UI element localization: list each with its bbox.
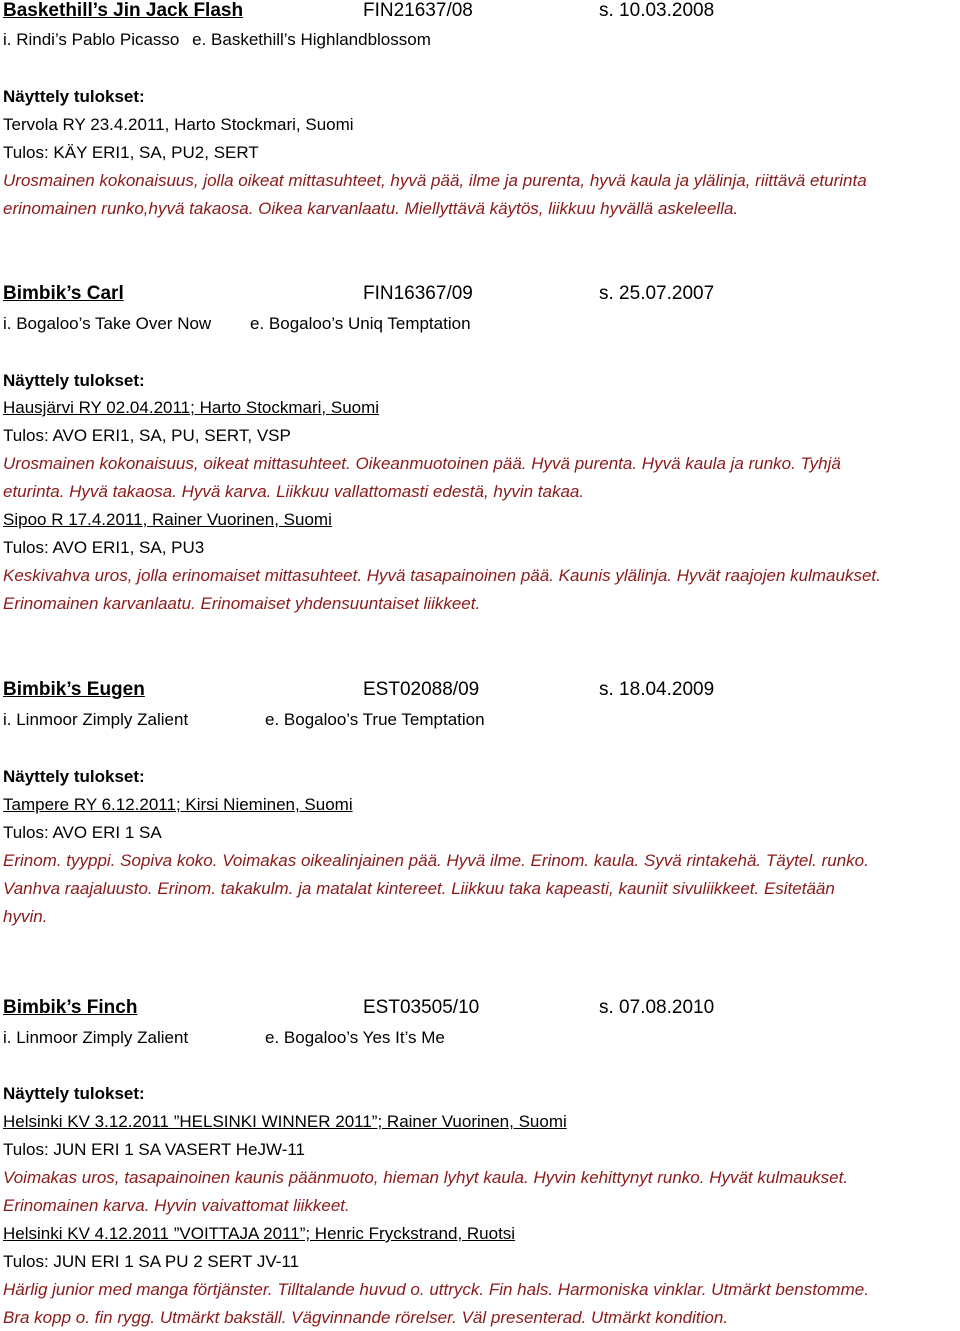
parents-line (3, 29, 431, 51)
dog-name: Bimbik’s Finch (3, 997, 138, 1018)
show-critique: erinomainen runko,hyvä takaosa. Oikea karvanlaatu. Miellyttävä käytös, liikkuu hyvällä askeleella. (3, 199, 739, 218)
birth-date: s. 07.08.2010 (599, 997, 715, 1018)
registration-number: EST03505/10 (363, 997, 480, 1018)
show-critique: hyvin. (3, 907, 48, 926)
show-critique: Erinomainen karvanlaatu. Erinomaiset yhdensuuntaiset liikkeet. (3, 594, 481, 613)
sire: i. Linmoor Zimply Zalient (3, 710, 189, 729)
registration-number: EST02088/09 (363, 679, 480, 700)
show-critique: Bra kopp o. fin rygg. Utmärkt bakställ. Vägvinnande rörelser. Väl presenterad. Utmärkt kondition. (3, 1308, 729, 1327)
dam: e. Bogaloo’s True Temptation (265, 710, 485, 729)
parents-line (3, 313, 471, 335)
dog-name: Bimbik’s Eugen (3, 679, 145, 700)
parents-line (3, 709, 485, 731)
show-result: Tulos: JUN ERI 1 SA VASERT HeJW-11 (3, 1140, 306, 1159)
show-result: Tulos: KÄY ERI1, SA, PU2, SERT (3, 143, 259, 162)
show-result: Tulos: AVO ERI1, SA, PU3 (3, 538, 205, 557)
dam: e. Bogaloo’s Uniq Temptation (250, 314, 471, 333)
sire: i. Linmoor Zimply Zalient (3, 1028, 189, 1047)
dog-header (3, 0, 715, 22)
show-event: Tervola RY 23.4.2011, Harto Stockmari, Suomi (3, 115, 354, 134)
show-critique: Vanhva raajaluusto. Erinom. takakulm. ja matalat kintereet. Liikkuu taka kapeasti, kauniit sivuliikkeet. Esitetään (3, 879, 835, 898)
show-result: Tulos: JUN ERI 1 SA PU 2 SERT JV-11 (3, 1252, 300, 1271)
dog-name: Baskethill’s Jin Jack Flash (3, 0, 244, 21)
show-critique: Urosmainen kokonaisuus, jolla oikeat mittasuhteet, hyvä pää, ilme ja purenta, hyvä kaula ja ylälinja, riittävä eturinta (3, 171, 867, 190)
dam: e. Bogaloo’s Yes It’s Me (265, 1028, 445, 1047)
sire: i. Bogaloo’s Take Over Now (3, 314, 212, 333)
show-event: Hausjärvi RY 02.04.2011; Harto Stockmari, Suomi (3, 398, 380, 417)
dog-header (3, 997, 715, 1019)
show-critique: Voimakas uros, tasapainoinen kaunis päänmuoto, hieman lyhyt kaula. Hyvin kehittynyt runko. Hyvät kulmaukset. (3, 1168, 849, 1187)
show-event: Sipoo R 17.4.2011, Rainer Vuorinen, Suomi (3, 510, 332, 529)
show-critique: Erinomainen karva. Hyvin vaivattomat liikkeet. (3, 1196, 350, 1215)
show-critique: eturinta. Hyvä takaosa. Hyvä karva. Liikkuu vallattomasti edestä, hyvin takaa. (3, 482, 585, 501)
show-critique: Erinom. tyyppi. Sopiva koko. Voimakas oikealinjainen pää. Hyvä ilme. Erinom. kaula. Syvä rintakehä. Täytel. runko. (3, 851, 869, 870)
show-result: Tulos: AVO ERI 1 SA (3, 823, 162, 842)
show-event: Tampere RY 6.12.2011; Kirsi Nieminen, Suomi (3, 795, 353, 814)
show-event: Helsinki KV 4.12.2011 ”VOITTAJA 2011”; Henric Fryckstrand, Ruotsi (3, 1224, 516, 1243)
registration-number: FIN16367/09 (363, 283, 473, 304)
results-heading: Näyttely tulokset: (3, 1084, 145, 1103)
parents-line (3, 1027, 445, 1049)
show-critique: Urosmainen kokonaisuus, oikeat mittasuhteet. Oikeanmuotoinen pää. Hyvä purenta. Hyvä kaula ja runko. Tyhjä (3, 454, 841, 473)
dog-header (3, 283, 715, 305)
results-heading: Näyttely tulokset: (3, 87, 145, 106)
results-heading: Näyttely tulokset: (3, 371, 145, 390)
dog-name: Bimbik’s Carl (3, 283, 124, 304)
birth-date: s. 18.04.2009 (599, 679, 715, 700)
results-heading: Näyttely tulokset: (3, 767, 145, 786)
show-critique: Keskivahva uros, jolla erinomaiset mittasuhteet. Hyvä tasapainoinen pää. Kaunis ylälinja. Hyvät raajojen kulmaukset. (3, 566, 881, 585)
show-event: Helsinki KV 3.12.2011 ”HELSINKI WINNER 2011”; Rainer Vuorinen, Suomi (3, 1112, 567, 1131)
birth-date: s. 10.03.2008 (599, 0, 715, 21)
dam: e. Baskethill’s Highlandblossom (192, 30, 431, 49)
birth-date: s. 25.07.2007 (599, 283, 715, 304)
show-critique: Härlig junior med manga förtjänster. Tilltalande huvud o. uttryck. Fin hals. Harmoniska vinklar. Utmärkt benstomme. (3, 1280, 869, 1299)
show-result: Tulos: AVO ERI1, SA, PU, SERT, VSP (3, 426, 291, 445)
dog-header (3, 679, 715, 701)
sire: i. Rindi’s Pablo Picasso (3, 30, 180, 49)
registration-number: FIN21637/08 (363, 0, 473, 21)
